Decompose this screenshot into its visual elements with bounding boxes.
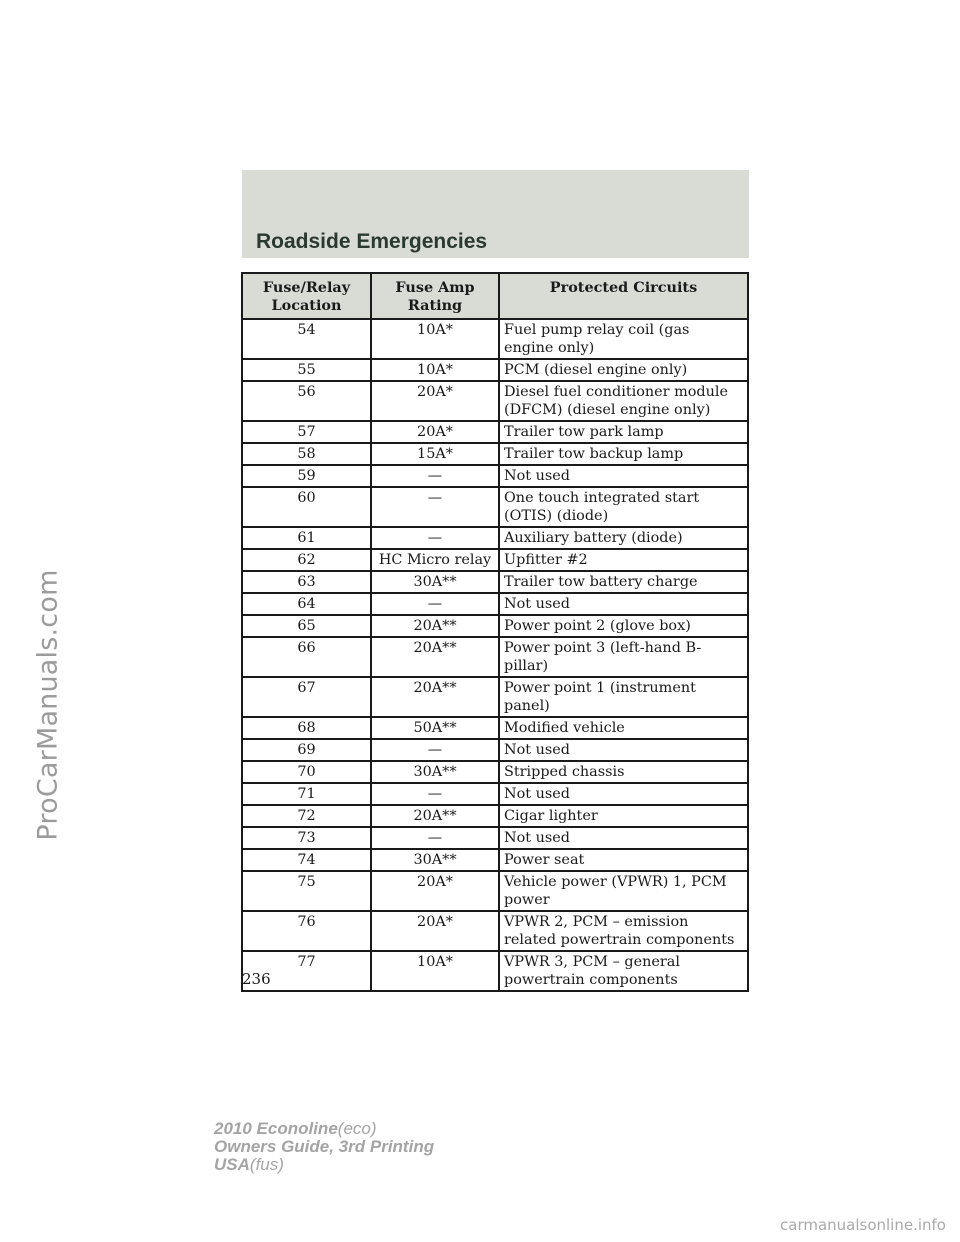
fuse-location-cell: 64 xyxy=(242,593,371,615)
table-row xyxy=(242,593,748,615)
fuse-location-cell: 68 xyxy=(242,717,371,739)
header-amp-rating: Fuse Amp Rating xyxy=(371,273,499,319)
fuse-location-cell: 66 xyxy=(242,637,371,677)
protected-circuit-cell: Vehicle power (VPWR) 1, PCM power xyxy=(499,871,748,911)
fuse-amp-cell: 15A* xyxy=(371,443,499,465)
footer-line-1 xyxy=(214,1120,434,1138)
protected-circuit-cell: Trailer tow battery charge xyxy=(499,571,748,593)
fuse-location-cell: 70 xyxy=(242,761,371,783)
protected-circuit-cell: VPWR 3, PCM – general powertrain components xyxy=(499,951,748,991)
table-row xyxy=(242,571,748,593)
protected-circuit-cell: Not used xyxy=(499,465,748,487)
protected-circuit-cell: One touch integrated start (OTIS) (diode) xyxy=(499,487,748,527)
table-row xyxy=(242,827,748,849)
protected-circuit-cell: Diesel fuel conditioner module (DFCM) (diesel engine only) xyxy=(499,381,748,421)
protected-circuit-cell: PCM (diesel engine only) xyxy=(499,359,748,381)
fuse-location-cell: 75 xyxy=(242,871,371,911)
protected-circuit-cell: Stripped chassis xyxy=(499,761,748,783)
table-row xyxy=(242,465,748,487)
fuse-amp-cell: 20A** xyxy=(371,637,499,677)
table-row xyxy=(242,359,748,381)
table-row xyxy=(242,615,748,637)
footer-market-code: (fus) xyxy=(249,1155,284,1174)
protected-circuit-cell: Trailer tow park lamp xyxy=(499,421,748,443)
fuse-amp-cell: — xyxy=(371,593,499,615)
fuse-location-cell: 65 xyxy=(242,615,371,637)
fuse-location-cell: 63 xyxy=(242,571,371,593)
protected-circuit-cell: Trailer tow backup lamp xyxy=(499,443,748,465)
fuse-amp-cell: 30A** xyxy=(371,571,499,593)
fuse-location-cell: 77 xyxy=(242,951,371,991)
footer-model: 2010 Econoline xyxy=(214,1119,338,1138)
fuse-amp-cell: HC Micro relay xyxy=(371,549,499,571)
table-row xyxy=(242,717,748,739)
fuse-amp-cell: 10A* xyxy=(371,319,499,359)
table-row xyxy=(242,319,748,359)
fuse-table xyxy=(241,272,749,992)
table-row xyxy=(242,783,748,805)
table-row xyxy=(242,761,748,783)
fuse-amp-cell: — xyxy=(371,487,499,527)
table-row xyxy=(242,421,748,443)
fuse-location-cell: 72 xyxy=(242,805,371,827)
protected-circuit-cell: VPWR 2, PCM – emission related powertrain components xyxy=(499,911,748,951)
table-row xyxy=(242,381,748,421)
table-row xyxy=(242,951,748,991)
footer-market: USA xyxy=(214,1155,250,1174)
table-row xyxy=(242,549,748,571)
protected-circuit-cell: Auxiliary battery (diode) xyxy=(499,527,748,549)
bottom-watermark: carmanualsonline.info xyxy=(780,1216,946,1234)
fuse-location-cell: 67 xyxy=(242,677,371,717)
table-header-row xyxy=(242,273,748,319)
document-footer xyxy=(214,1120,434,1174)
fuse-amp-cell: 20A* xyxy=(371,421,499,443)
fuse-amp-cell: — xyxy=(371,465,499,487)
fuse-location-cell: 76 xyxy=(242,911,371,951)
fuse-amp-cell: 20A** xyxy=(371,677,499,717)
fuse-amp-cell: 10A* xyxy=(371,951,499,991)
footer-line-2: Owners Guide, 3rd Printing xyxy=(214,1137,435,1156)
fuse-amp-cell: 30A** xyxy=(371,849,499,871)
fuse-amp-cell: 20A** xyxy=(371,615,499,637)
protected-circuit-cell: Power point 2 (glove box) xyxy=(499,615,748,637)
table-row xyxy=(242,911,748,951)
protected-circuit-cell: Power point 3 (left-hand B-pillar) xyxy=(499,637,748,677)
protected-circuit-cell: Not used xyxy=(499,783,748,805)
protected-circuit-cell: Modified vehicle xyxy=(499,717,748,739)
fuse-location-cell: 59 xyxy=(242,465,371,487)
section-header xyxy=(242,170,749,258)
fuse-amp-cell: 30A** xyxy=(371,761,499,783)
fuse-amp-cell: 50A** xyxy=(371,717,499,739)
fuse-location-cell: 56 xyxy=(242,381,371,421)
table-row xyxy=(242,805,748,827)
fuse-location-cell: 60 xyxy=(242,487,371,527)
fuse-amp-cell: 20A** xyxy=(371,805,499,827)
fuse-location-cell: 71 xyxy=(242,783,371,805)
table-row xyxy=(242,871,748,911)
fuse-amp-cell: 20A* xyxy=(371,381,499,421)
fuse-location-cell: 58 xyxy=(242,443,371,465)
header-protected-circuits: Protected Circuits xyxy=(499,273,748,319)
table-row xyxy=(242,739,748,761)
protected-circuit-cell: Power point 1 (instrument panel) xyxy=(499,677,748,717)
fuse-amp-cell: 10A* xyxy=(371,359,499,381)
table-body xyxy=(242,319,748,991)
protected-circuit-cell: Upfitter #2 xyxy=(499,549,748,571)
page-number: 236 xyxy=(242,970,271,988)
protected-circuit-cell: Not used xyxy=(499,593,748,615)
table-row xyxy=(242,677,748,717)
fuse-location-cell: 61 xyxy=(242,527,371,549)
fuse-location-cell: 55 xyxy=(242,359,371,381)
fuse-location-cell: 54 xyxy=(242,319,371,359)
table-row xyxy=(242,487,748,527)
fuse-location-cell: 62 xyxy=(242,549,371,571)
table-row xyxy=(242,637,748,677)
fuse-amp-cell: — xyxy=(371,783,499,805)
protected-circuit-cell: Cigar lighter xyxy=(499,805,748,827)
fuse-location-cell: 74 xyxy=(242,849,371,871)
protected-circuit-cell: Power seat xyxy=(499,849,748,871)
footer-model-code: (eco) xyxy=(337,1119,377,1138)
protected-circuit-cell: Not used xyxy=(499,739,748,761)
fuse-amp-cell: — xyxy=(371,739,499,761)
fuse-amp-cell: — xyxy=(371,527,499,549)
table-row xyxy=(242,443,748,465)
side-watermark-text: ProCarManuals.com xyxy=(32,569,64,841)
footer-line-3 xyxy=(214,1156,434,1174)
fuse-location-cell: 69 xyxy=(242,739,371,761)
table-row xyxy=(242,849,748,871)
table-row xyxy=(242,527,748,549)
fuse-location-cell: 57 xyxy=(242,421,371,443)
fuse-location-cell: 73 xyxy=(242,827,371,849)
section-title: Roadside Emergencies xyxy=(256,230,488,253)
fuse-amp-cell: 20A* xyxy=(371,911,499,951)
header-location: Fuse/Relay Location xyxy=(242,273,371,319)
protected-circuit-cell: Fuel pump relay coil (gas engine only) xyxy=(499,319,748,359)
fuse-amp-cell: 20A* xyxy=(371,871,499,911)
protected-circuit-cell: Not used xyxy=(499,827,748,849)
side-watermark xyxy=(0,0,64,1242)
fuse-amp-cell: — xyxy=(371,827,499,849)
